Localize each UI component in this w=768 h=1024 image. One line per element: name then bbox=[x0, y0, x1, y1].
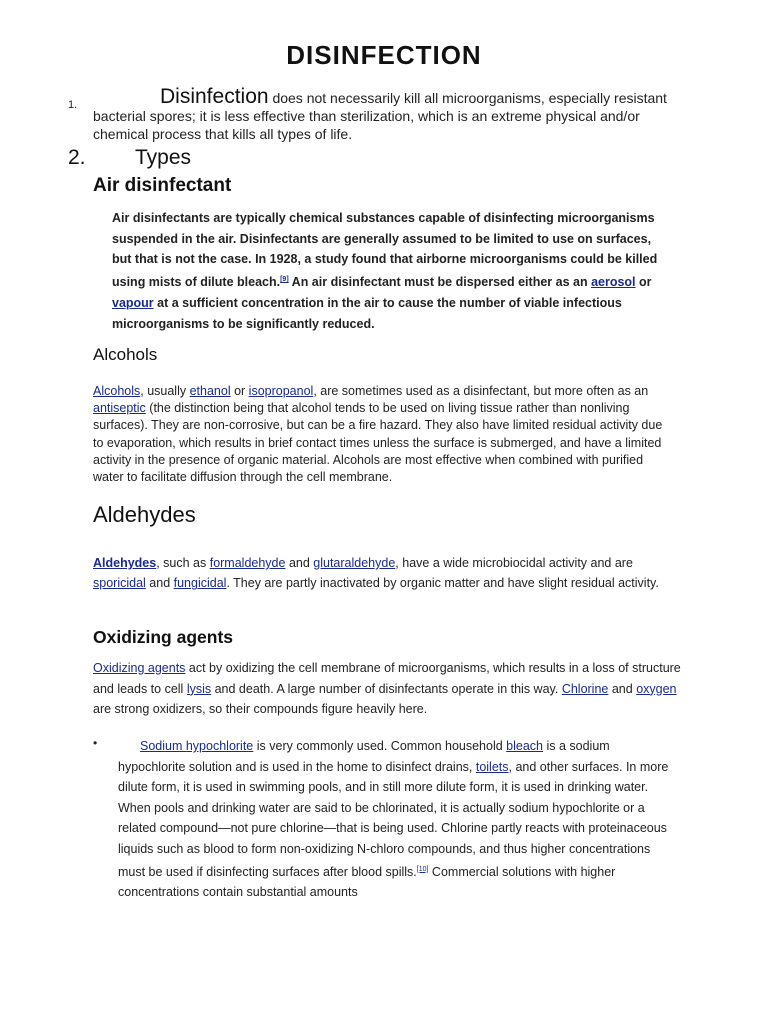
reference-link[interactable]: [9] bbox=[280, 276, 289, 284]
sodium-hypochlorite-link[interactable]: Sodium hypochlorite bbox=[140, 739, 254, 753]
alcohols-link[interactable]: Alcohols bbox=[93, 384, 141, 398]
definition-text: does not necessarily kill all microorganisms, especially resistant bacterial spores; it is less effective than sterilization, which is an extreme physical and/or chemical process that kills all types of life. bbox=[93, 90, 667, 142]
fungicidal-link[interactable]: fungicidal bbox=[173, 576, 227, 591]
oxidizing-agents-paragraph: Oxidizing agents act by oxidizing the cell membrane of microorganisms, which results in a loss of structure and leads to cell lysis and death. A large number of disinfectants operate in this way. Chlorine and oxygen are strong oxidizers, so their compounds figure heavily here. bbox=[93, 661, 681, 717]
glutaraldehyde-link[interactable]: glutaraldehyde bbox=[313, 556, 396, 570]
formaldehyde-link[interactable]: formaldehyde bbox=[209, 556, 286, 570]
antiseptic-link[interactable]: antiseptic bbox=[93, 401, 146, 416]
bullet-icon: • bbox=[93, 736, 98, 750]
toilets-link[interactable]: toilets bbox=[475, 759, 509, 774]
reference-link[interactable]: [10] bbox=[416, 865, 429, 873]
sodium-hypochlorite-list-item: Sodium hypochlorite is very commonly used. Common household bleach is a sodium hypochlorite solution and is used in the home to disinfect drains, toilets, and other surfaces. In more dilute form, it is used in swimming pools, and in still more dilute form, it is used in drinking water. When pools and drinking water are said to be chlorinated, it is actually sodium hypochlorite or a related compound—not pure chlorine—that is being used. Chlorine partly reacts with proteinaceous liquids such as blood to form non-oxidizing N-chloro compounds, and thus higher concentrations must be used if disinfecting surfaces after blood spills.[10] Commercial solutions with higher concentrations contain substantial amounts bbox=[118, 739, 669, 900]
types-heading bbox=[68, 146, 191, 170]
air-disinfectant-paragraph: Air disinfectants are typically chemical substances capable of disinfecting microorganisms suspended in the air. Disinfectants are generally assumed to be limited to use on surfaces, but that is not the case. In 1928, a study found that airborne microorganisms could be killed using mists of dilute bleach.[9] An air disinfectant must be dispersed either as an aerosol or vapour at a sufficient concentration in the air to cause the number of viable infectious microorganisms to be significantly reduced. bbox=[112, 211, 658, 331]
air-disinfectant-heading: Air disinfectant bbox=[93, 175, 232, 196]
lysis-link[interactable]: lysis bbox=[186, 681, 212, 696]
chlorine-link[interactable]: Chlorine bbox=[561, 681, 609, 696]
aerosol-link[interactable]: aerosol bbox=[591, 275, 636, 290]
isopropanol-link[interactable]: isopropanol bbox=[248, 384, 314, 398]
sporicidal-link[interactable]: sporicidal bbox=[93, 576, 146, 591]
oxidizing-agents-heading: Oxidizing agents bbox=[93, 627, 234, 647]
ethanol-link[interactable]: ethanol bbox=[189, 384, 231, 398]
oxygen-link[interactable]: oxygen bbox=[636, 681, 677, 696]
alcohols-heading: Alcohols bbox=[93, 345, 158, 364]
oxidizing-agents-link[interactable]: Oxidizing agents bbox=[93, 661, 186, 675]
vapour-link[interactable]: vapour bbox=[112, 295, 154, 310]
types-label: Types bbox=[135, 146, 192, 169]
aldehydes-heading: Aldehydes bbox=[93, 502, 196, 527]
definition-paragraph bbox=[93, 85, 668, 143]
page-title: DISINFECTION bbox=[286, 40, 482, 70]
list-number: 2. bbox=[68, 146, 86, 169]
bleach-link[interactable]: bleach bbox=[506, 739, 543, 753]
aldehydes-link[interactable]: Aldehydes bbox=[93, 556, 157, 570]
definition-lead: Disinfection bbox=[160, 85, 269, 108]
list-number: 1. bbox=[68, 99, 78, 111]
alcohols-paragraph: Alcohols, usually ethanol or isopropanol, are sometimes used as a disinfectant, but more often as an antiseptic (the distinction being that alcohol tends to be used on living tissue rather than nonliving surfaces). They are non-corrosive, but can be a fire hazard. They also have limited residual activity due to evaporation, which results in brief contact times unless the surface is submerged, and have a limited activity in the presence of organic material. Alcohols are most effective when combined with purified water to facilitate diffusion through the cell membrane. bbox=[93, 384, 663, 485]
section-disinfection-definition bbox=[68, 85, 668, 143]
aldehydes-paragraph: Aldehydes, such as formaldehyde and glutaraldehyde, have a wide microbiocidal activity and are sporicidal and fungicidal. They are partly inactivated by organic matter and have slight residual activity. bbox=[93, 556, 659, 591]
